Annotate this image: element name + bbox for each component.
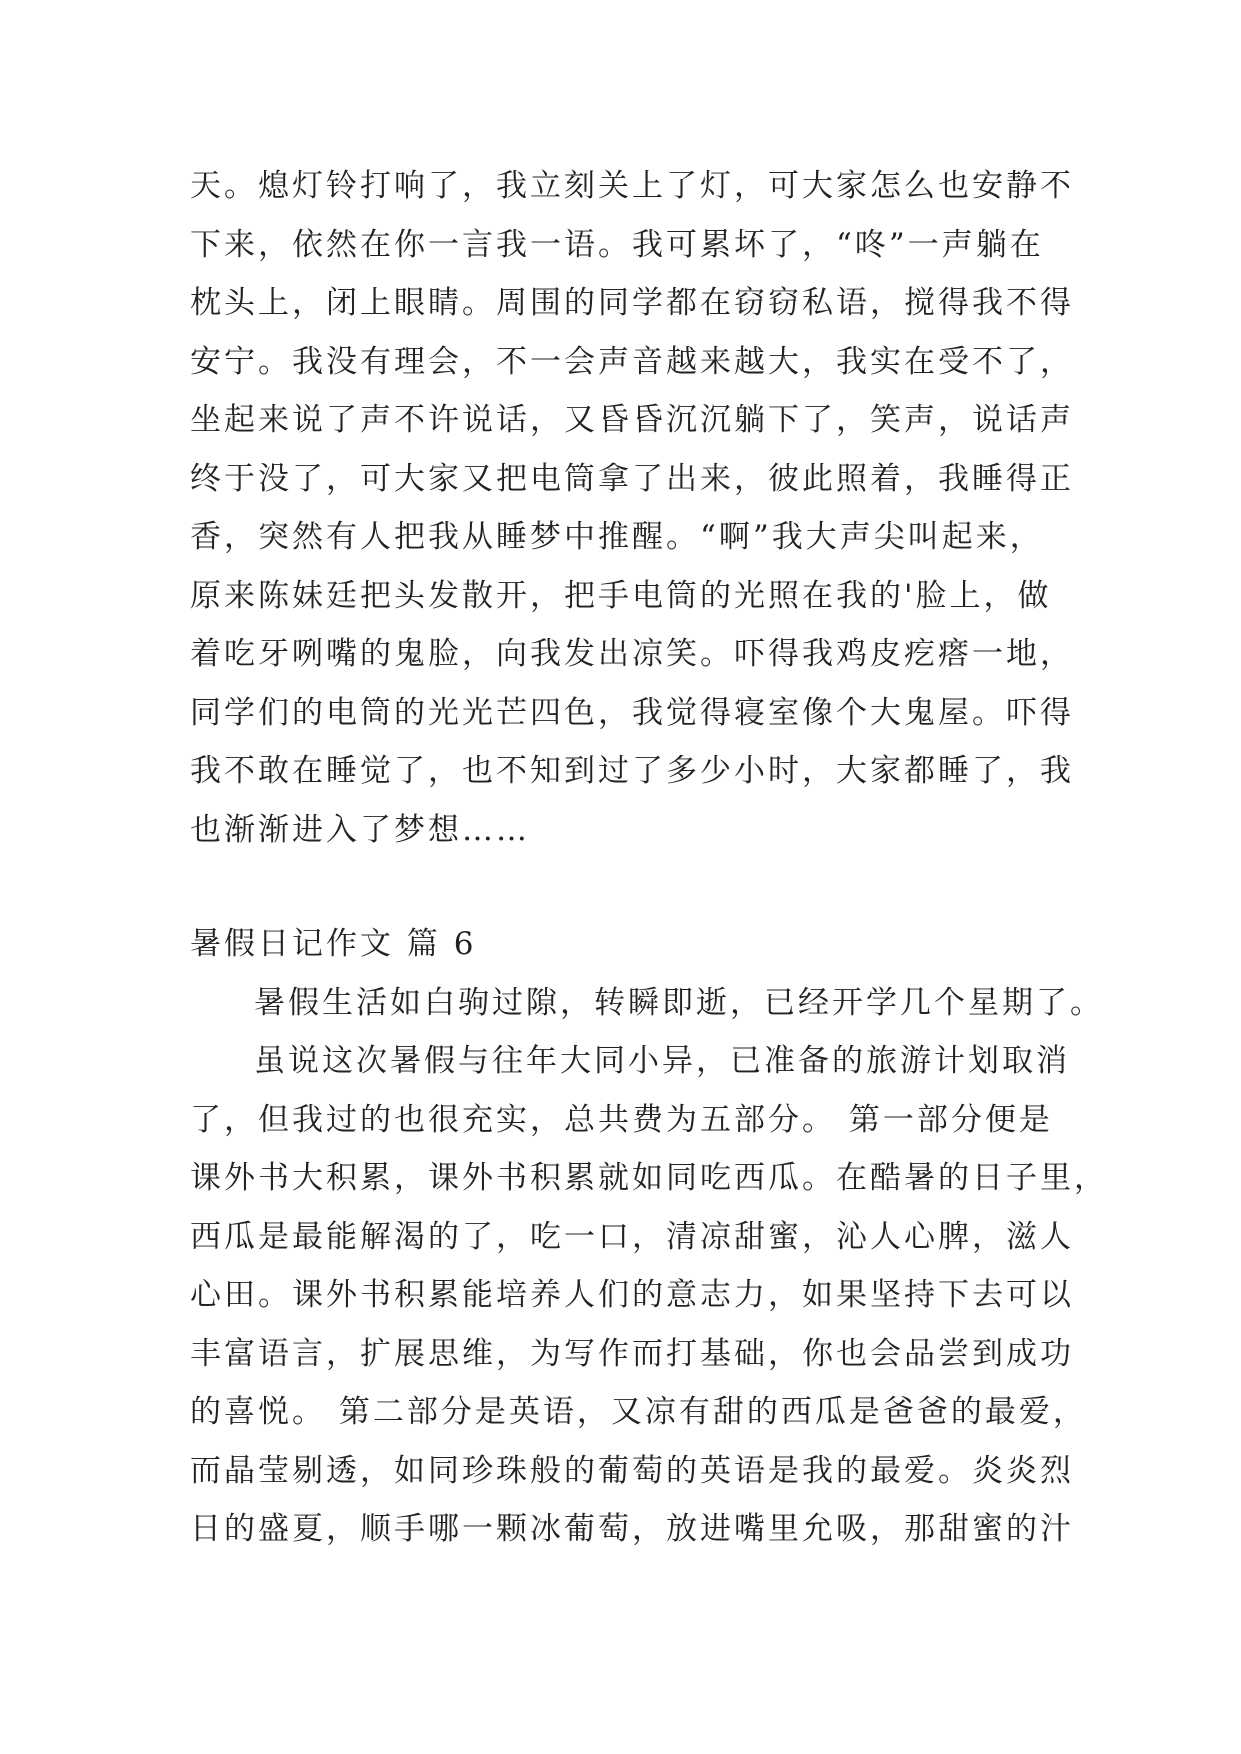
paragraph-line: 的喜悦。 第二部分是英语，又凉有甜的西瓜是爸爸的最爱，	[190, 1394, 1087, 1430]
paragraph-line: 枕头上，闭上眼睛。周围的同学都在窃窃私语，搅得我不得	[190, 285, 1074, 321]
paragraph-line: 坐起来说了声不许说话，又昏昏沉沉躺下了，笑声，说话声	[190, 402, 1074, 438]
paragraph-line: 日的盛夏，顺手哪一颗冰葡萄，放进嘴里允吸，那甜蜜的汁	[190, 1511, 1074, 1547]
paragraph-line: 香，突然有人把我从睡梦中推醒。“啊”我大声尖叫起来，	[190, 519, 1044, 555]
paragraph-line: 安宁。我没有理会，不一会声音越来越大，我实在受不了，	[190, 343, 1074, 380]
paragraph-line: 西瓜是最能解渴的了，吃一口，清凉甜蜜，沁人心脾，滋人	[190, 1218, 1074, 1255]
section-6	[190, 915, 1108, 1559]
paragraph-line: 了，但我过的也很充实，总共费为五部分。 第一部分便是	[190, 1101, 1053, 1138]
paragraph-line: 丰富语言，扩展思维，为写作而打基础，你也会品尝到成功	[190, 1335, 1074, 1372]
paragraph-line: 也渐渐进入了梦想……	[190, 811, 530, 848]
paragraph-line: 原来陈妹廷把头发散开，把手电筒的光照在我的'脸上，做	[190, 577, 1052, 614]
paragraph-line: 心田。课外书积累能培养人们的意志力，如果坚持下去可以	[190, 1277, 1074, 1313]
paragraph-line: 着吃牙咧嘴的鬼脸，向我发出凉笑。吓得我鸡皮疙瘩一地，	[190, 636, 1074, 672]
paragraph-line: 我不敢在睡觉了，也不知到过了多少小时，大家都睡了，我	[190, 753, 1074, 789]
section-heading: 暑假日记作文 篇 6	[190, 926, 477, 962]
paragraph-line: 暑假生活如白驹过隙，转瞬即逝，已经开学几个星期了。	[254, 984, 1104, 1021]
paragraph-line: 天。熄灯铃打响了，我立刻关上了灯，可大家怎么也安静不	[190, 168, 1074, 204]
paragraph-line: 下来，依然在你一言我一语。我可累坏了，“咚”一声躺在	[190, 226, 1044, 263]
paragraph-line: 虽说这次暑假与往年大同小异，已准备的旅游计划取消	[254, 1043, 1070, 1079]
continued-passage	[190, 157, 1074, 859]
paragraph-line: 课外书大积累，课外书积累就如同吃西瓜。在酷暑的日子里，	[190, 1160, 1108, 1196]
paragraph-line: 同学们的电筒的光光芒四色，我觉得寝室像个大鬼屋。吓得	[190, 694, 1074, 731]
paragraph-line: 终于没了，可大家又把电筒拿了出来，彼此照着，我睡得正	[190, 460, 1074, 497]
paragraph-line: 而晶莹剔透，如同珍珠般的葡萄的英语是我的最爱。炎炎烈	[190, 1452, 1074, 1489]
